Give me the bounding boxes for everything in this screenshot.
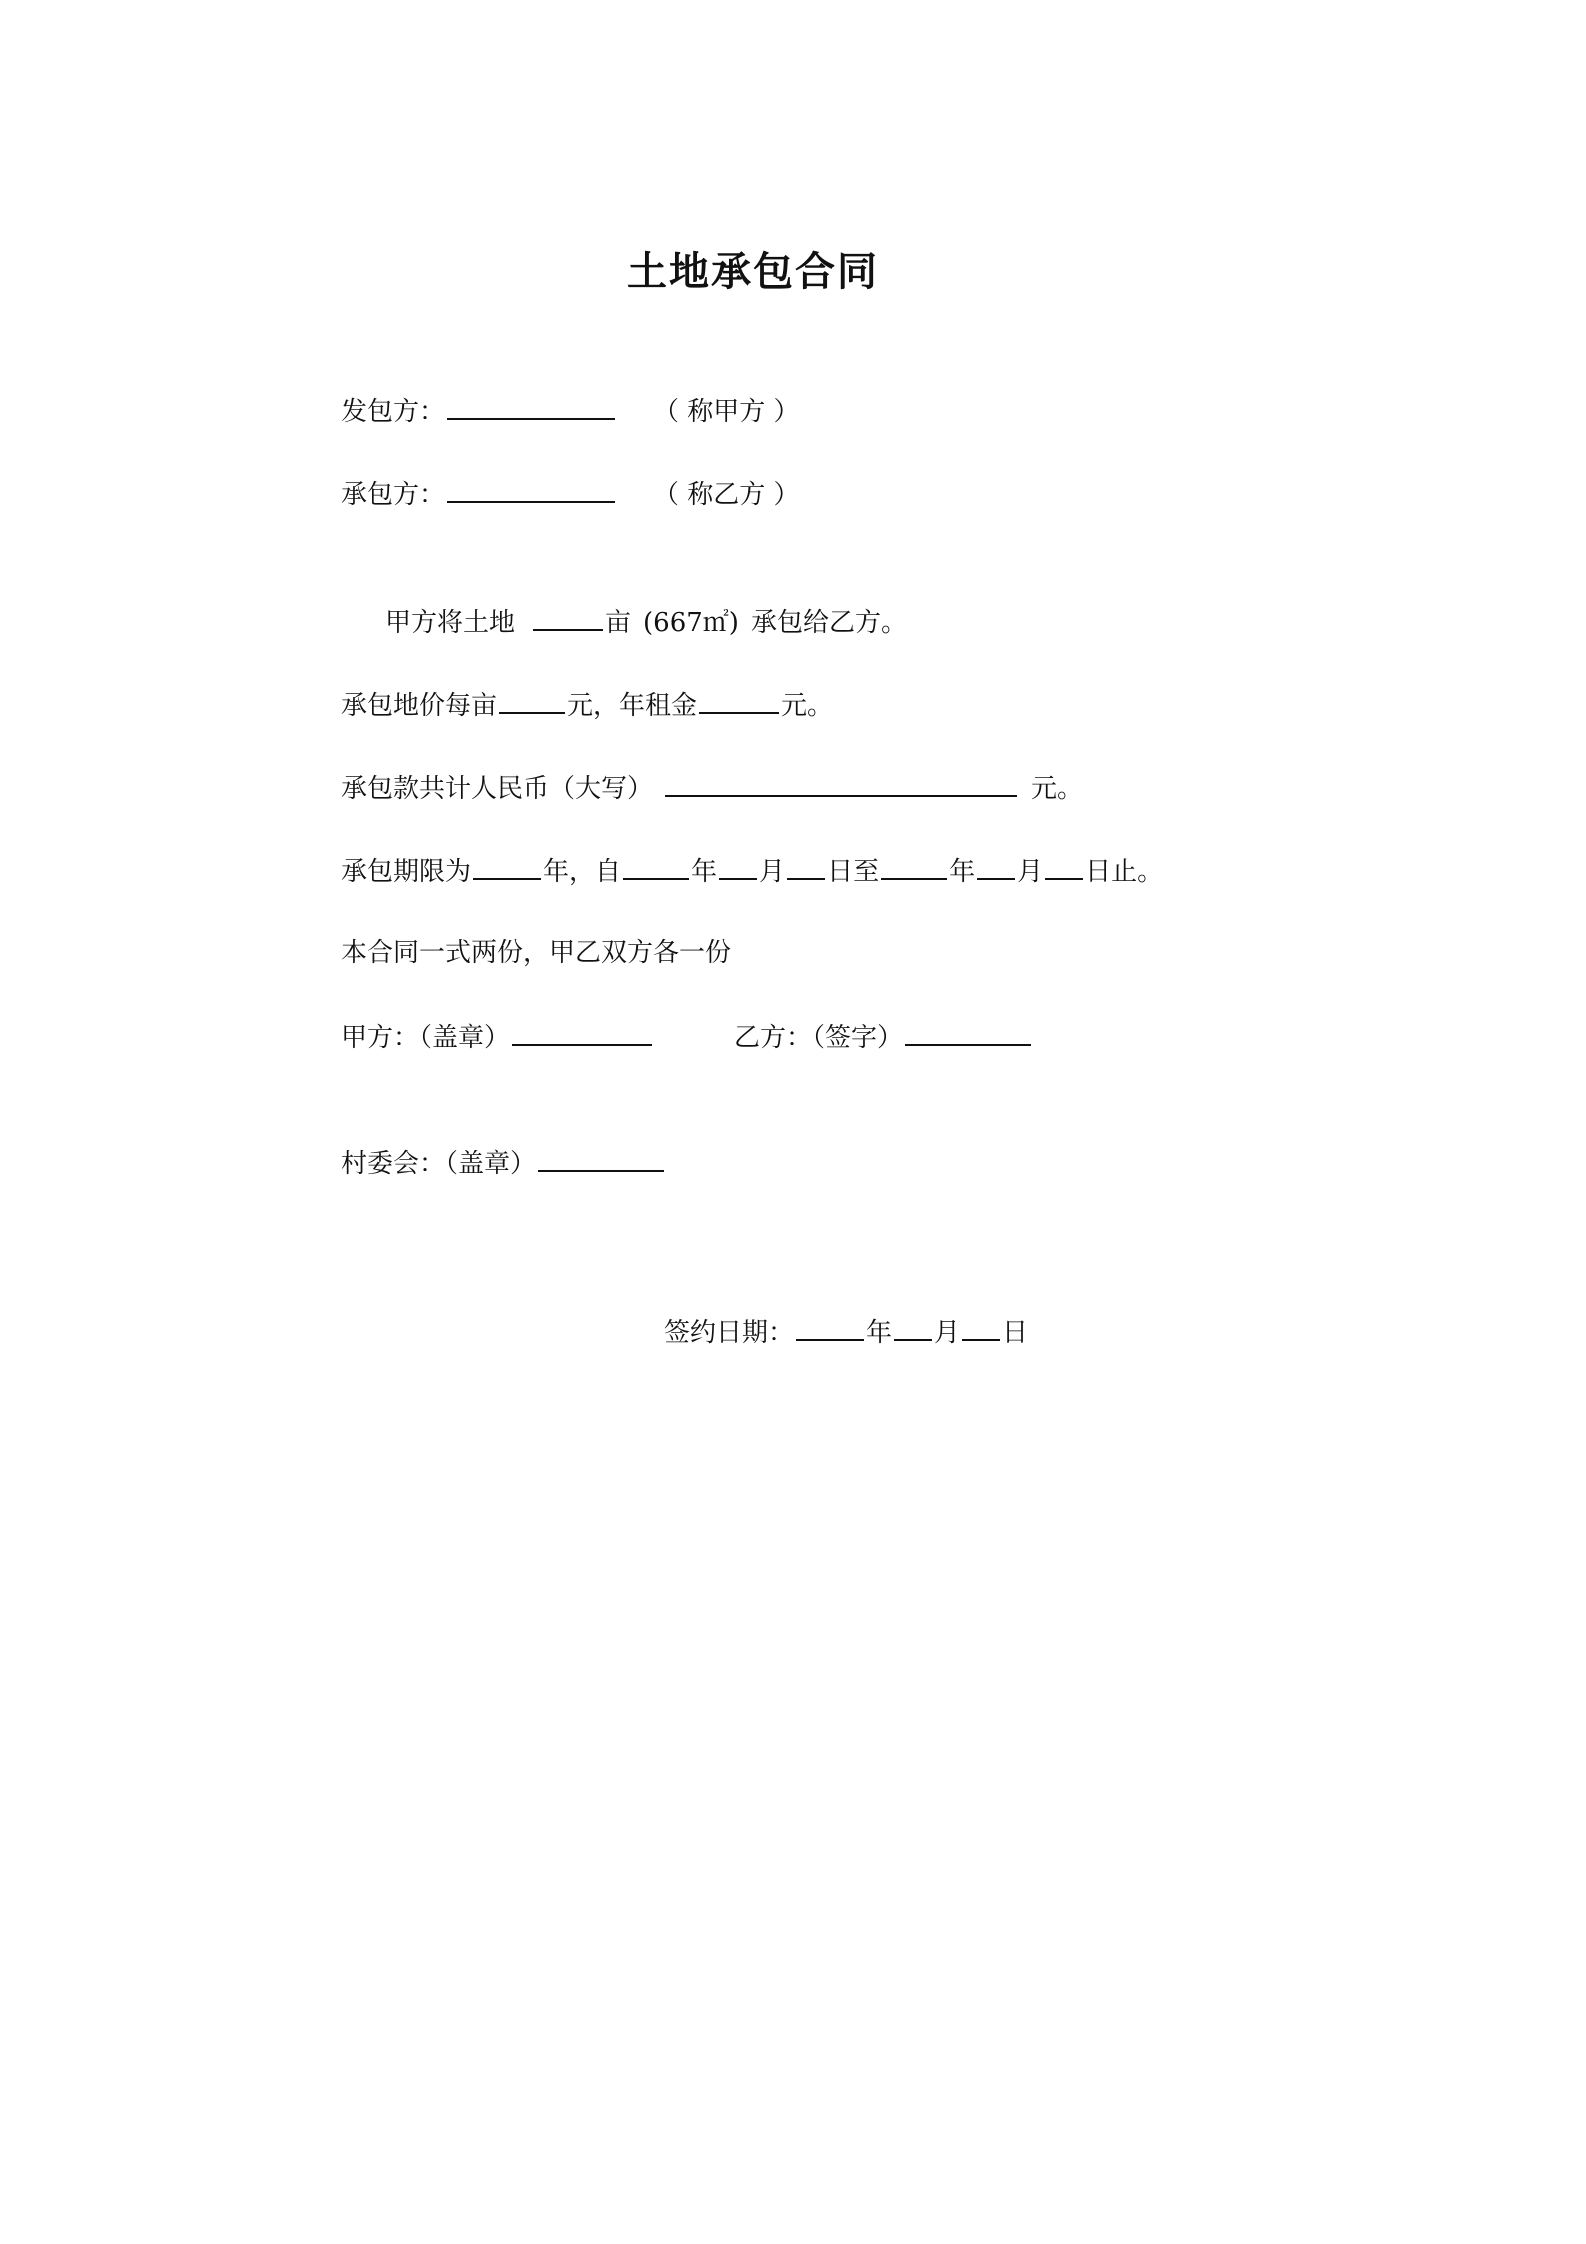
- land-suffix: 承包给乙方。: [750, 608, 907, 638]
- price-per-mu-blank[interactable]: [499, 686, 565, 714]
- contractor-line: [341, 392, 800, 430]
- price-prefix: 承包地价每亩: [341, 691, 498, 721]
- term-prefix: 承包期限为: [341, 857, 472, 887]
- date-line: [664, 1313, 1028, 1351]
- date-label: 签约日期：: [664, 1318, 795, 1348]
- sign-year-blank[interactable]: [796, 1313, 864, 1341]
- end-year-blank[interactable]: [881, 852, 947, 880]
- date-month: 月: [934, 1318, 961, 1348]
- sign-month-blank[interactable]: [894, 1313, 932, 1341]
- land-line: [385, 603, 907, 641]
- term-seg5: 年: [949, 857, 976, 887]
- total-suffix: 元。: [1031, 774, 1084, 804]
- start-year-blank[interactable]: [623, 852, 689, 880]
- committee-label: 村委会：（盖章）: [341, 1149, 537, 1179]
- party-b-label: 乙方：（签字）: [734, 1023, 904, 1053]
- end-day-blank[interactable]: [1045, 852, 1083, 880]
- date-year: 年: [866, 1318, 893, 1348]
- contractee-line: [341, 475, 800, 513]
- total-amount-blank[interactable]: [665, 769, 1017, 797]
- start-day-blank[interactable]: [787, 852, 825, 880]
- committee-line: [341, 1144, 666, 1182]
- end-month-blank[interactable]: [977, 852, 1015, 880]
- price-yuan2: 元。: [781, 691, 834, 721]
- term-seg7: 日止。: [1085, 857, 1164, 887]
- term-seg6: 月: [1017, 857, 1044, 887]
- contractee-label: 承包方：: [341, 480, 446, 510]
- copies-line: 本合同一式两份，甲乙双方各一份: [341, 938, 732, 968]
- committee-seal-blank[interactable]: [538, 1144, 664, 1172]
- party-a-label: 甲方：（盖章）: [341, 1023, 511, 1053]
- document-title: 土地承包合同: [627, 249, 879, 295]
- party-a-seal-blank[interactable]: [512, 1018, 652, 1046]
- term-line: [341, 852, 1163, 890]
- land-unit: 亩: [605, 608, 632, 638]
- term-seg1: 年，自: [543, 857, 622, 887]
- term-seg2: 年: [691, 857, 718, 887]
- signature-line: [341, 1018, 1033, 1056]
- contractee-note: （ 称乙方 ）: [653, 480, 800, 510]
- party-b-signature-blank[interactable]: [905, 1018, 1031, 1046]
- contractor-blank[interactable]: [447, 392, 615, 420]
- land-area-note: (667㎡): [643, 608, 739, 638]
- start-month-blank[interactable]: [719, 852, 757, 880]
- price-line: [341, 686, 833, 724]
- date-day: 日: [1002, 1318, 1029, 1348]
- term-seg4: 日至: [827, 857, 880, 887]
- contractor-note: （ 称甲方 ）: [653, 397, 800, 427]
- price-yuan1: 元，年租金: [567, 691, 698, 721]
- contractor-label: 发包方：: [341, 397, 446, 427]
- term-seg3: 月: [759, 857, 786, 887]
- contractee-blank[interactable]: [447, 475, 615, 503]
- total-line: [341, 769, 1083, 807]
- land-area-blank[interactable]: [533, 603, 603, 631]
- term-years-blank[interactable]: [473, 852, 541, 880]
- total-prefix: 承包款共计人民币（大写）: [341, 774, 654, 804]
- annual-rent-blank[interactable]: [699, 686, 779, 714]
- sign-day-blank[interactable]: [962, 1313, 1000, 1341]
- land-prefix: 甲方将土地: [385, 608, 516, 638]
